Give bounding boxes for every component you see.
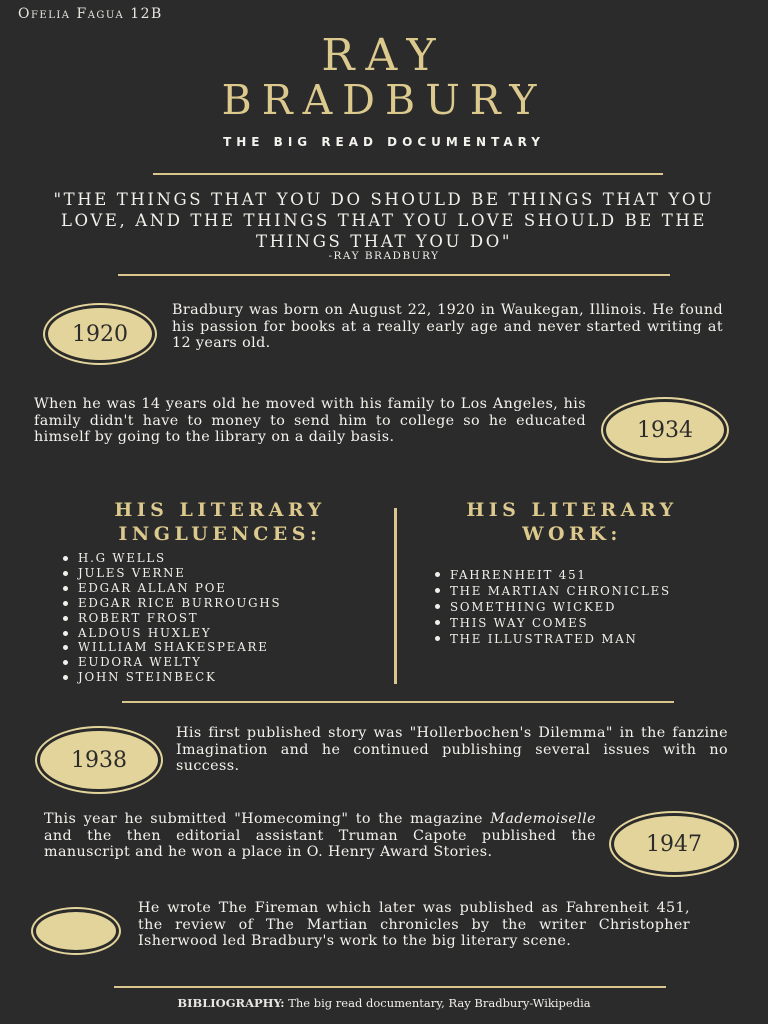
year-badge-blank <box>36 912 116 950</box>
bullet-icon <box>63 616 68 621</box>
bullet-icon <box>63 601 68 606</box>
bibliography-label: BIBLIOGRAPHY: <box>177 996 285 1010</box>
list-item: JOHN STEINBECK <box>58 670 378 685</box>
author-name: Ofelia Fagua 12B <box>18 6 163 22</box>
bullet-icon <box>63 586 68 591</box>
bullet-icon <box>435 572 440 577</box>
bullet-icon <box>63 556 68 561</box>
bullet-icon <box>63 645 68 650</box>
magazine-name: Mademoiselle <box>490 811 596 827</box>
year-badge-1934 <box>606 402 724 458</box>
quote-attribution: -RAY BRADBURY <box>328 250 440 262</box>
list-item: SOMETHING WICKED <box>430 599 730 615</box>
bullet-icon <box>435 636 440 641</box>
bullet-icon <box>435 588 440 593</box>
list-item: FAHRENHEIT 451 <box>430 567 730 583</box>
influences-heading: HIS LITERARY INGLUENCES: <box>114 499 326 545</box>
list-item: EDGAR RICE BURROUGHS <box>58 596 378 611</box>
year-label: 1920 <box>72 321 128 347</box>
year-badge-1947 <box>614 816 734 872</box>
list-item: THIS WAY COMES <box>430 615 730 631</box>
list-item: ROBERT FROST <box>58 611 378 626</box>
year-label: 1947 <box>646 831 702 857</box>
list-item: THE ILLUSTRATED MAN <box>430 631 730 647</box>
divider-bottom <box>114 986 666 988</box>
list-item: THE MARTIAN CHRONICLES <box>430 583 730 599</box>
timeline-text-1938: His first published story was "Hollerbochen's Dilemma" in the fanzine Imagination and he continued publishing several issues with no success. <box>176 725 728 775</box>
bullet-icon <box>63 660 68 665</box>
timeline-text-1920: Bradbury was born on August 22, 1920 in Waukegan, Illinois. He found his passion for books at a really early age and never started writing at 12 years old. <box>172 302 723 352</box>
work-list <box>430 567 730 647</box>
bibliography-text: The big read documentary, Ray Bradbury-Wikipedia <box>284 996 591 1010</box>
year-badge-1920 <box>48 308 152 360</box>
timeline-text-fireman: He wrote The Fireman which later was published as Fahrenheit 451, the review of The Martian chronicles by the writer Christopher Isherwood led Bradbury's work to the big literary scene. <box>138 900 690 950</box>
divider-middle <box>122 701 674 703</box>
bullet-icon <box>435 620 440 625</box>
list-item: EUDORA WELTY <box>58 655 378 670</box>
list-item: EDGAR ALLAN POE <box>58 581 378 596</box>
year-label: 1938 <box>71 747 127 773</box>
list-item: JULES VERNE <box>58 566 378 581</box>
year-badge-1938 <box>40 731 158 789</box>
divider-quote <box>118 274 670 276</box>
page-subtitle: THE BIG READ DOCUMENTARY <box>223 135 545 149</box>
year-label: 1934 <box>637 417 693 443</box>
bullet-icon <box>63 675 68 680</box>
bullet-icon <box>435 604 440 609</box>
bullet-icon <box>63 631 68 636</box>
influences-list <box>58 551 378 685</box>
list-item: H.G WELLS <box>58 551 378 566</box>
divider-top <box>153 173 663 175</box>
timeline-text-1947: This year he submitted "Homecoming" to the magazine Mademoiselle and the then editorial assistant Truman Capote published the manuscript and he won a place in O. Henry Award Stories. <box>44 811 596 861</box>
work-heading: HIS LITERARY WORK: <box>466 499 678 545</box>
list-item: ALDOUS HUXLEY <box>58 626 378 641</box>
vertical-divider <box>394 508 397 684</box>
page-title-line2: BRADBURY <box>221 76 547 124</box>
page-title-line1: RAY <box>321 30 447 81</box>
quote-text: "THE THINGS THAT YOU DO SHOULD BE THINGS THAT YOU LOVE, AND THE THINGS THAT YOU LOVE SHOULD BE THE THINGS THAT YOU DO" <box>53 190 715 251</box>
bullet-icon <box>63 571 68 576</box>
bibliography <box>0 996 768 1010</box>
timeline-text-1934: When he was 14 years old he moved with his family to Los Angeles, his family didn't have to money to send him to college so he educated himself by going to the library on a daily basis. <box>34 396 586 446</box>
list-item: WILLIAM SHAKESPEARE <box>58 640 378 655</box>
